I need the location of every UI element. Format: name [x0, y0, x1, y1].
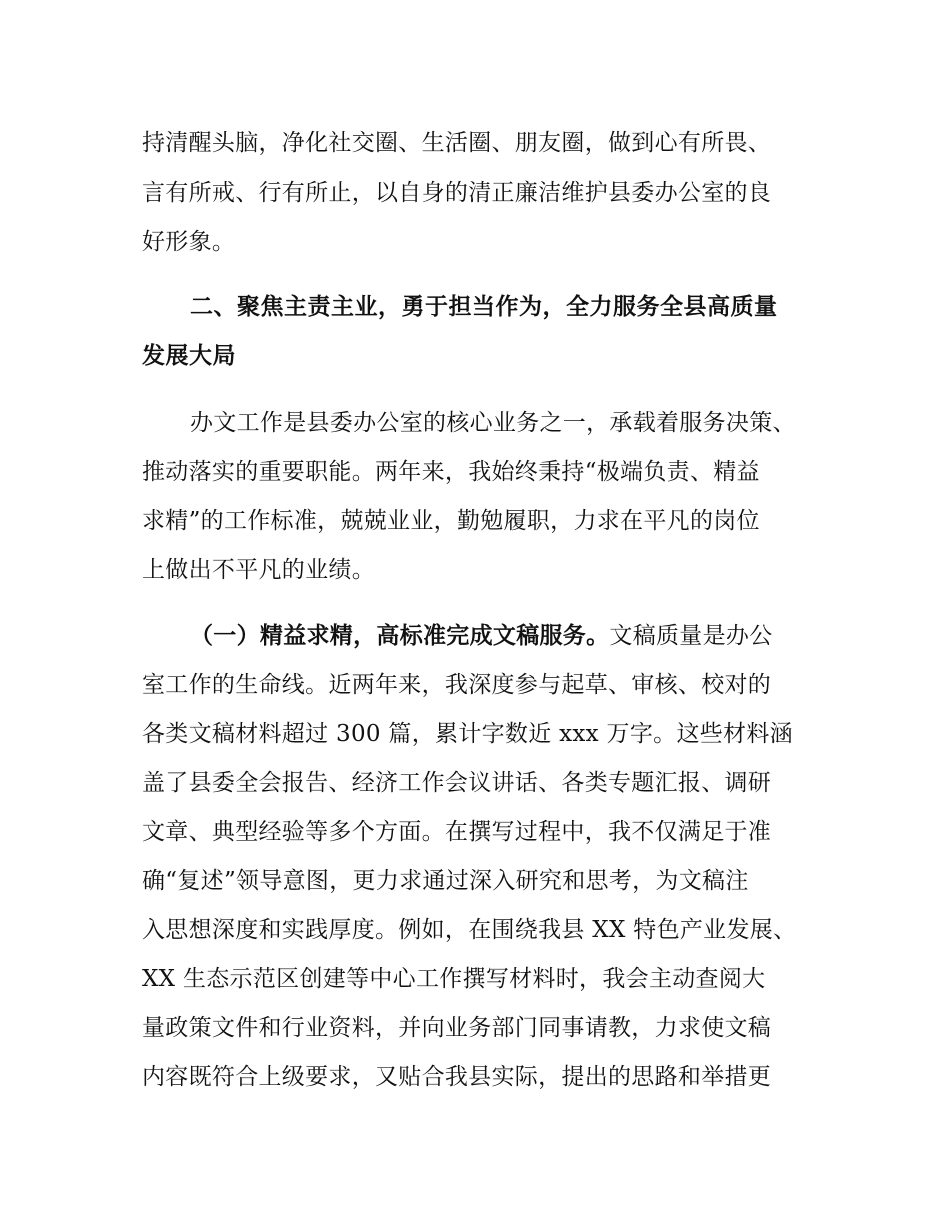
- paragraph-1-line-1: 持清醒头脑，净化社交圈、生活圈、朋友圈，做到心有所畏、: [142, 130, 772, 156]
- paragraph-2-line-2: 推动落实的重要职能。两年来，我始终秉持“极端负责、精益: [142, 459, 760, 485]
- subsection-1-title: （一）精益求精，高标准完成文稿服务。: [190, 623, 610, 649]
- paragraph-2-line-3: 求精”的工作标准，兢兢业业，勤勉履职，力求在平凡的岗位: [142, 508, 760, 534]
- paragraph-3-line-6: 确“复述”领导意图，更力求通过深入研究和思考，为文稿注: [142, 868, 749, 894]
- paragraph-1-line-2: 言有所戒、行有所止，以自身的清正廉洁维护县委办公室的良: [142, 180, 772, 206]
- section-2-heading-line-1: 二、聚焦主责主业，勇于担当作为，全力服务全县高质量: [190, 294, 778, 320]
- paragraph-3-line-7: 入思想深度和实践厚度。例如，在围绕我县 XX 特色产业发展、: [142, 917, 797, 943]
- paragraph-3-line-8: XX 生态示范区创建等中心工作撰写材料时，我会主动查阅大: [142, 966, 766, 992]
- paragraph-3-line-2: 室工作的生命线。近两年来，我深度参与起草、审核、校对的: [142, 672, 772, 698]
- section-2-heading-line-2: 发展大局: [142, 343, 236, 369]
- paragraph-3-lead-text: 文稿质量是办公: [609, 623, 773, 649]
- paragraph-2-line-1: 办文工作是县委办公室的核心业务之一，承载着服务决策、: [190, 410, 796, 436]
- paragraph-1-line-3: 好形象。: [142, 229, 236, 255]
- paragraph-3-line-1: [190, 620, 773, 652]
- paragraph-2-line-4: 上做出不平凡的业绩。: [142, 557, 375, 583]
- paragraph-3-line-9: 量政策文件和行业资料，并向业务部门同事请教，力求使文稿: [142, 1015, 772, 1041]
- paragraph-3-line-10: 内容既符合上级要求，又贴合我县实际，提出的思路和举措更: [142, 1064, 772, 1090]
- paragraph-3-line-5: 文章、典型经验等多个方面。在撰写过程中，我不仅满足于准: [142, 819, 772, 845]
- paragraph-3-line-3: 各类文稿材料超过 300 篇，累计字数近 xxx 万字。这些材料涵: [142, 721, 793, 747]
- paragraph-3-line-4: 盖了县委全会报告、经济工作会议讲话、各类专题汇报、调研: [142, 770, 772, 796]
